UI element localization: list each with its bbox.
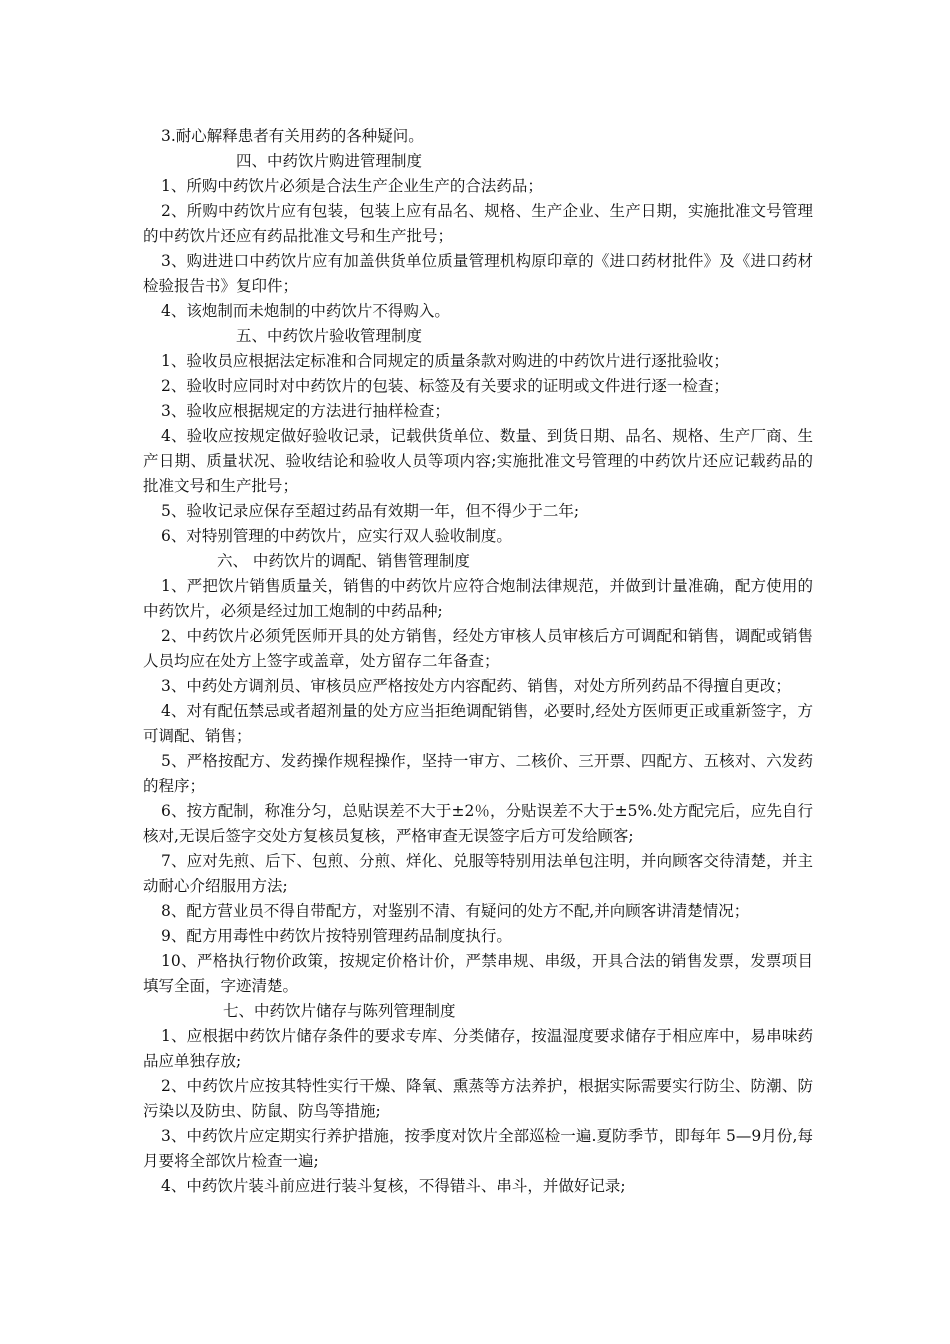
document-page [143,124,813,1199]
list-item: 3、中药饮片应定期实行养护措施，按季度对饮片全部巡检一遍.夏防季节，即每年 5—9月份,每月要将全部饮片检查一遍; [143,1127,813,1170]
section-storage-display [143,999,813,1199]
list-item: 2、中药饮片必须凭医师开具的处方销售，经处方审核人员审核后方可调配和销售，调配或销售人员均应在处方上签字或盖章，处方留存二年备查； [143,627,813,670]
list-item: 4、验收应按规定做好验收记录，记载供货单位、数量、到货日期、品名、规格、生产厂商、生产日期、质量状况、验收结论和验收人员等项内容;实施批准文号管理的中药饮片还应记载药品的批准文号和生产批号； [143,427,813,495]
intro-line: 3.耐心解释患者有关用药的各种疑问。 [161,127,424,145]
list-item: 5、验收记录应保存至超过药品有效期一年，但不得少于二年; [161,502,580,520]
section-title: 七、中药饮片储存与陈列管理制度 [223,1002,456,1020]
list-item: 4、对有配伍禁忌或者超剂量的处方应当拒绝调配销售，必要时,经处方医师更正或重新签字，方可调配、销售； [143,702,813,745]
list-item: 1、验收员应根据法定标准和合同规定的质量条款对购进的中药饮片进行逐批验收； [161,352,729,370]
list-item: 2、所购中药饮片应有包装，包装上应有品名、规格、生产企业、生产日期，实施批准文号管理的中药饮片还应有药品批准文号和生产批号； [143,202,813,245]
section-acceptance [143,324,813,549]
section-dispensing-sales [143,549,813,999]
list-item: 1、严把饮片销售质量关，销售的中药饮片应符合炮制法律规范，并做到计量准确，配方使用的中药饮片，必须是经过加工炮制的中药品种; [143,577,813,620]
list-item: 2、中药饮片应按其特性实行干燥、降氧、熏蒸等方法养护，根据实际需要实行防尘、防潮、防污染以及防虫、防鼠、防鸟等措施; [143,1077,813,1120]
list-item: 9、配方用毒性中药饮片按特别管理药品制度执行。 [161,927,512,945]
list-item: 5、严格按配方、发药操作规程操作，坚持一审方、二核价、三开票、四配方、五核对、六发药的程序； [143,752,813,795]
list-item: 10、严格执行物价政策，按规定价格计价，严禁串规、串级，开具合法的销售发票，发票项目填写全面，字迹清楚。 [143,952,813,995]
list-item: 7、应对先煎、后下、包煎、分煎、烊化、兑服等特别用法单包注明，并向顾客交待清楚，并主动耐心介绍服用方法; [143,852,813,895]
list-item: 3、验收应根据规定的方法进行抽样检查； [161,402,450,420]
list-item: 1、应根据中药饮片储存条件的要求专库、分类储存，按温湿度要求储存于相应库中，易串味药品应单独存放; [143,1027,813,1070]
list-item: 2、验收时应同时对中药饮片的包装、标签及有关要求的证明或文件进行逐一检查； [161,377,729,395]
list-item: 3、中药处方调剂员、审核员应严格按处方内容配药、销售，对处方所列药品不得擅自更改； [161,677,791,695]
list-item: 4、该炮制而未炮制的中药饮片不得购入。 [161,302,450,320]
section-title: 五、中药饮片验收管理制度 [236,327,423,345]
list-item: 6、对特别管理的中药饮片，应实行双人验收制度。 [161,527,512,545]
list-item: 1、所购中药饮片必须是合法生产企业生产的合法药品； [161,177,543,195]
list-item: 6、按方配制，称准分匀，总贴误差不大于±2％，分贴误差不大于±5%.处方配完后，应先自行核对,无误后签字交处方复核员复核，严格审查无误签字后方可发给顾客; [143,802,813,845]
section-purchase [143,149,813,324]
list-item: 8、配方营业员不得自带配方，对鉴别不清、有疑问的处方不配,并向顾客讲清楚情况； [161,902,750,920]
list-item: 3、购进进口中药饮片应有加盖供货单位质量管理机构原印章的《进口药材批件》及《进口药材检验报告书》复印件； [143,252,813,295]
section-title: 四、中药饮片购进管理制度 [236,152,423,170]
section-title: 六、 中药饮片的调配、销售管理制度 [217,552,470,570]
list-item: 4、中药饮片装斗前应进行装斗复核，不得错斗、串斗，并做好记录; [161,1177,626,1195]
